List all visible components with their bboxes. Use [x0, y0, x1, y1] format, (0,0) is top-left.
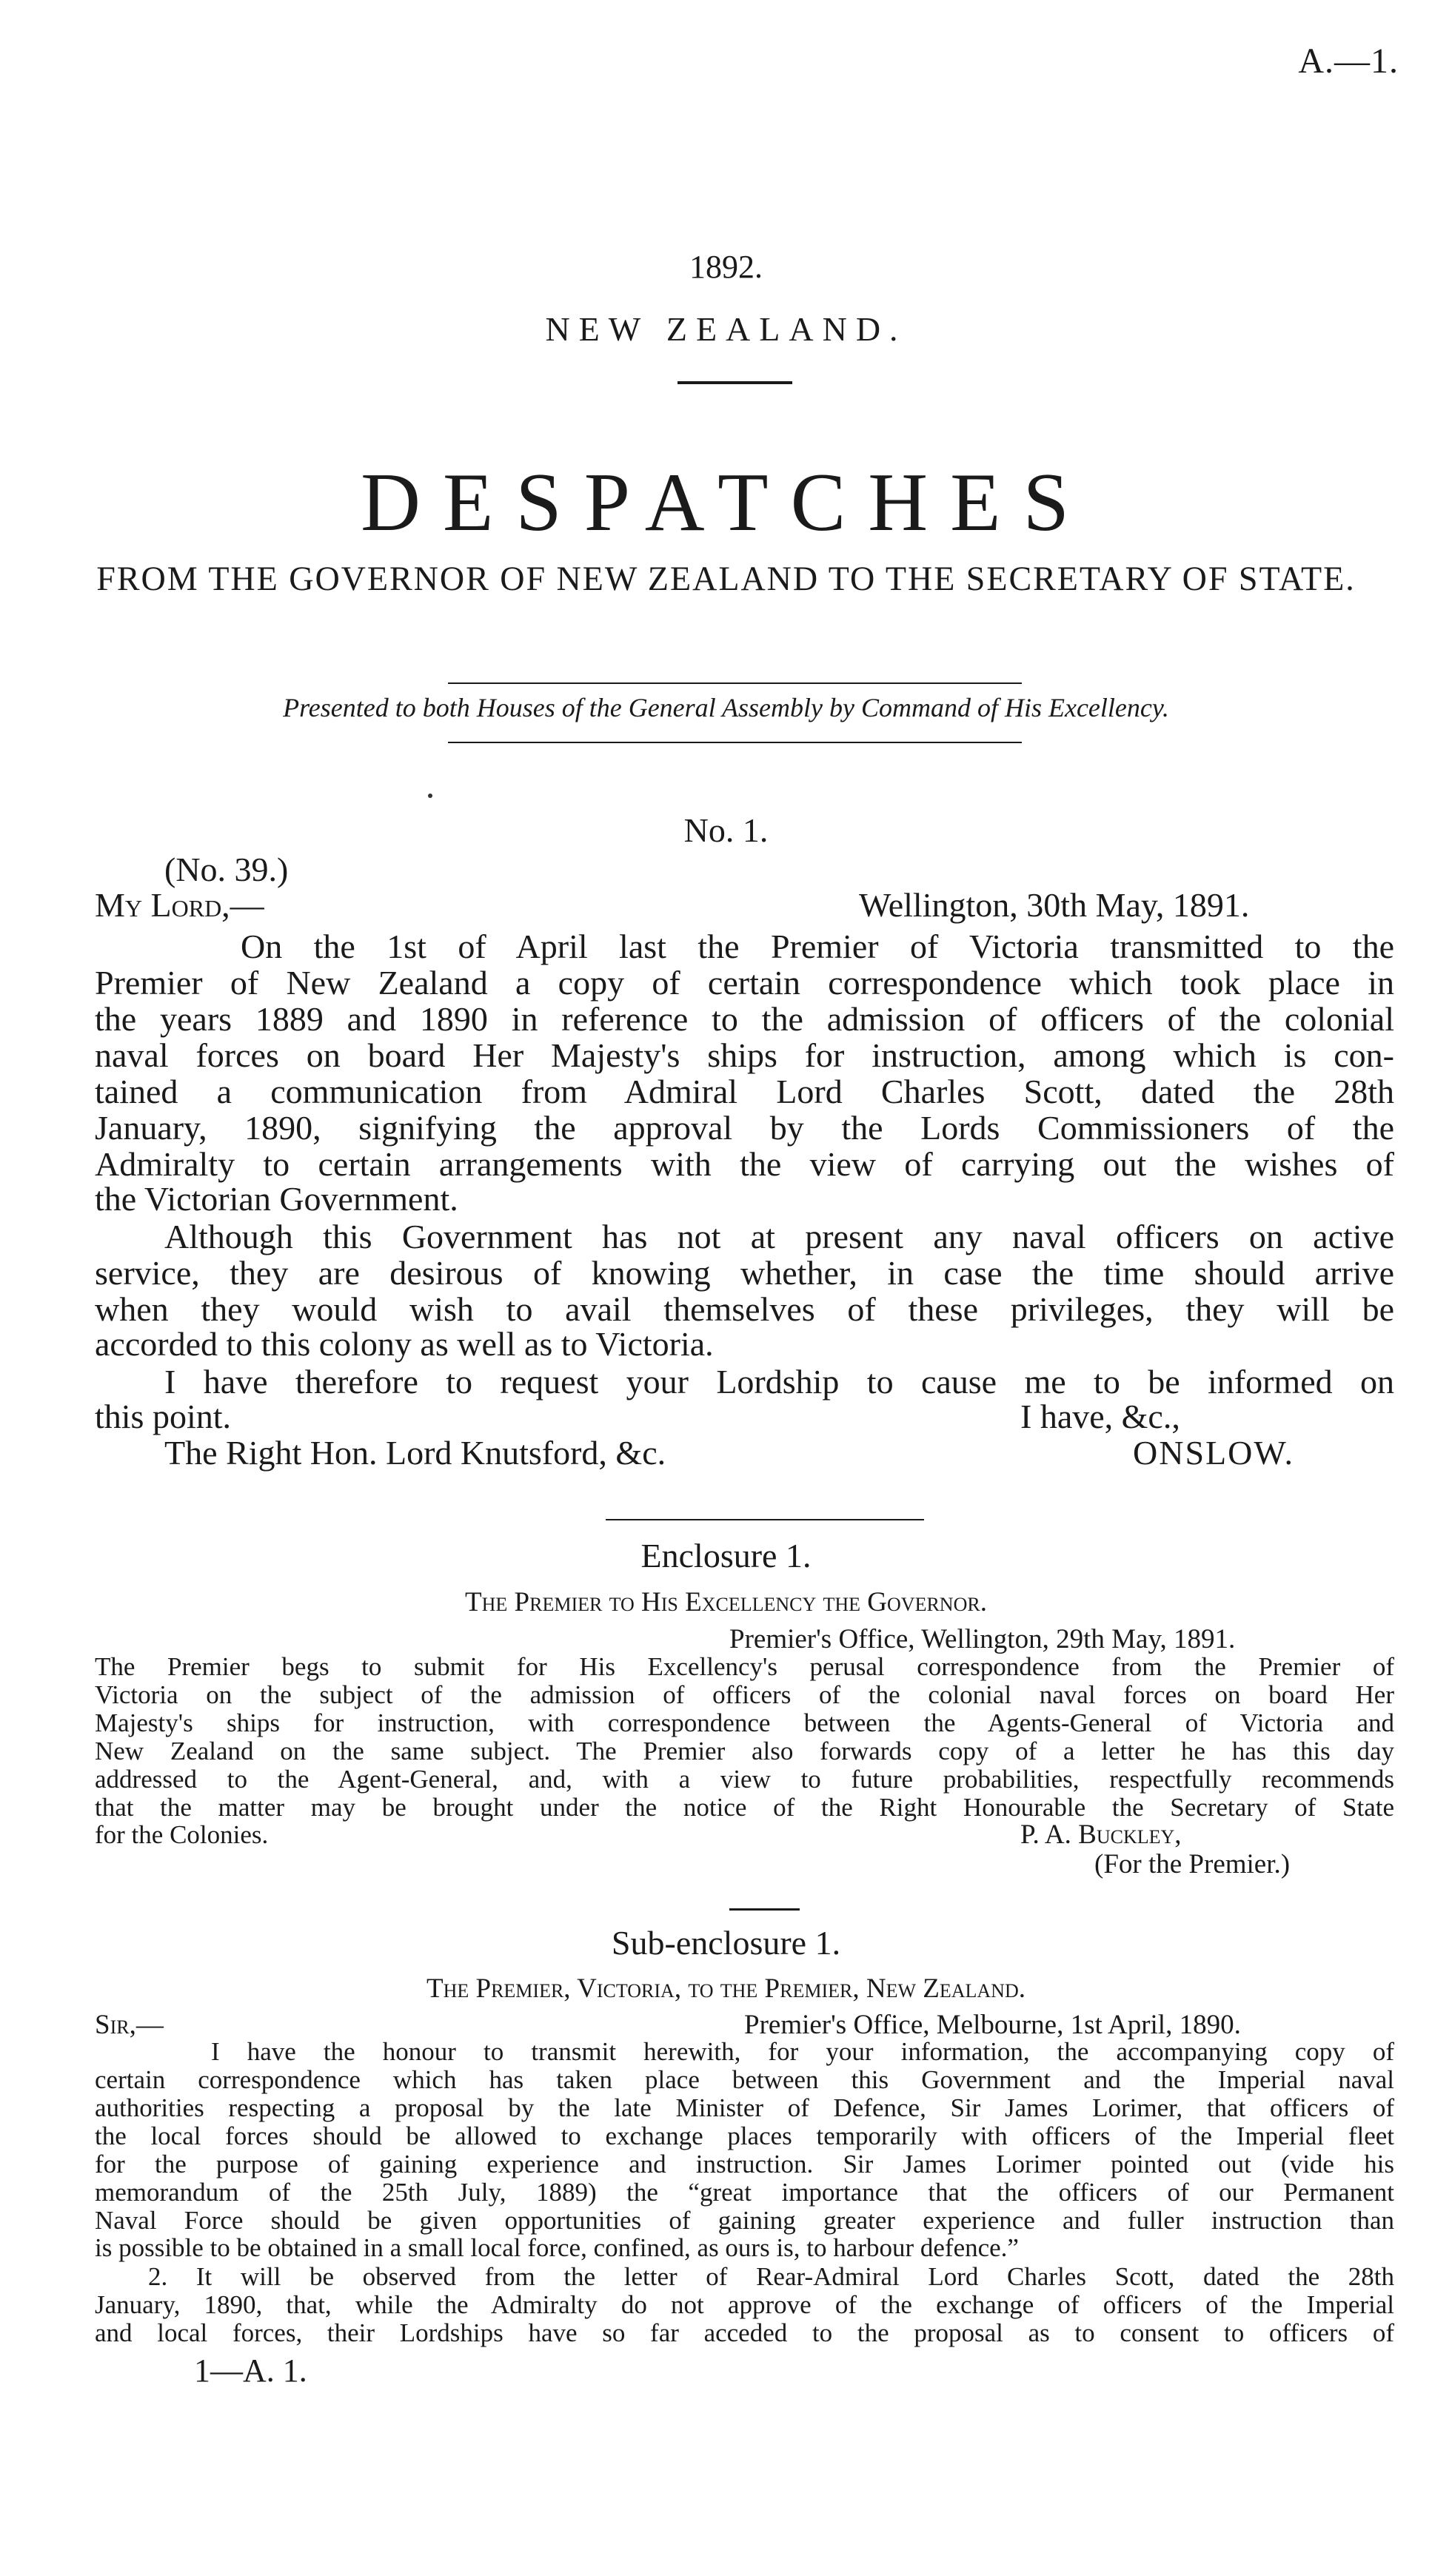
subenclosure-heading: Sub-enclosure 1. — [611, 1924, 841, 1962]
subenclosure-para2-line: and local forces, their Lordships have so far acceded to the proposal as to consent to officers of — [95, 2318, 1394, 2347]
subenclosure-body-line: I have the honour to transmit herewith, for your information, the accompanying copy of — [211, 2037, 1394, 2066]
subenclosure-place-date: Premier's Office, Melbourne, 1st April, 1890. — [744, 2010, 1241, 2040]
despatch-para1-line: the years 1889 and 1890 in reference to the admission of officers of the colonial — [95, 1000, 1394, 1038]
subenclosure-last-line: is possible to be obtained in a small local force, confined, as ours is, to harbour defence.” — [95, 2233, 1019, 2262]
subenclosure-body-line: certain correspondence which has taken place between this Government and the Imperial naval — [95, 2065, 1394, 2094]
enclosure-signer: P. A. Buckley, — [1020, 1819, 1182, 1850]
despatch-para2-line: when they would wish to avail themselves of these privileges, they will be — [95, 1290, 1394, 1328]
despatch-para1-line: January, 1890, signifying the approval by the Lords Commissioners of the — [95, 1109, 1394, 1147]
document-subtitle: FROM THE GOVERNOR OF NEW ZEALAND TO THE SECRETARY OF STATE. — [96, 560, 1356, 598]
enclosure-route: The Premier to His Excellency the Governor. — [465, 1587, 987, 1617]
enclosure-heading: Enclosure 1. — [640, 1537, 812, 1574]
despatch-closing: I have, &c., — [1020, 1398, 1180, 1435]
despatch-para2-line: service, they are desirous of knowing whether, in case the time should arrive — [95, 1254, 1394, 1292]
enclosure-place-date: Premier's Office, Wellington, 29th May, 1891. — [729, 1624, 1236, 1654]
document-title: DESPATCHES — [361, 457, 1091, 549]
despatch-para1-line: Premier of New Zealand a copy of certain correspondence which took place in — [95, 964, 1394, 1002]
despatch-para2-line: Although this Government has not at present any naval officers on active — [164, 1218, 1394, 1255]
subenclosure-body-line: authorities respecting a proposal by the late Minister of Defence, Sir James Lorimer, that officers of — [95, 2093, 1394, 2122]
subenclosure-body-line: Naval Force should be given opportunities of gaining greater experience and fuller instruction than — [95, 2206, 1394, 2235]
despatch-para1-line: Admiralty to certain arrangements with the view of carrying out the wishes of — [95, 1145, 1394, 1183]
despatch-para1-last: the Victorian Government. — [95, 1180, 458, 1218]
subenclosure-body-line: for the purpose of gaining experience and instruction. Sir James Lorimer pointed out (vide his — [95, 2150, 1394, 2178]
subenclosure-para2-line: 2. It will be observed from the letter of Rear-Admiral Lord Charles Scott, dated the 28th — [148, 2262, 1394, 2291]
page-reference: A.—1. — [1298, 41, 1399, 81]
subenclosure-salutation: Sir,— — [95, 2010, 164, 2040]
subsection-rule — [729, 1908, 800, 1911]
header-rule — [678, 381, 792, 384]
despatch-para1-line: tained a communication from Admiral Lord Charles Scott, dated the 28th — [95, 1073, 1394, 1110]
despatch-para3-last: this point. — [95, 1398, 232, 1435]
enclosure-body-line: New Zealand on the same subject. The Premier also forwards copy of a letter he has this day — [95, 1737, 1394, 1765]
salutation-text: My Lord,— — [95, 886, 264, 924]
signature-mark: 1—A. 1. — [194, 2352, 307, 2389]
subenclosure-body-line: memorandum of the 25th July, 1889) the “great importance that the officers of our Permanent — [95, 2178, 1394, 2207]
subenclosure-route: The Premier, Victoria, to the Premier, New Zealand. — [426, 1973, 1026, 2004]
enclosure-last-line: for the Colonies. — [95, 1820, 269, 1849]
country-heading: NEW ZEALAND. — [545, 310, 907, 348]
enclosure-body-line: Majesty's ships for instruction, with correspondence between the Agents-General of Victoria and — [95, 1708, 1394, 1737]
print-speck — [428, 794, 432, 798]
presented-note: Presented to both Houses of the General Assembly by Command of His Excellency. — [283, 693, 1169, 722]
presented-rule-top — [448, 682, 1022, 684]
despatch-signature: ONSLOW. — [1133, 1434, 1295, 1472]
enclosure-body-line: Victoria on the subject of the admission of officers of the colonial naval forces on board Her — [95, 1680, 1394, 1709]
despatch-para3-line: I have therefore to request your Lordship to cause me to be informed on — [164, 1363, 1394, 1401]
despatch-place-date: Wellington, 30th May, 1891. — [859, 886, 1250, 924]
despatch-para1-line: naval forces on board Her Majesty's ships for instruction, among which is con- — [95, 1036, 1394, 1074]
despatch-salutation — [95, 887, 264, 923]
despatch-number: (No. 39.) — [164, 851, 289, 888]
subenclosure-para2-line: January, 1890, that, while the Admiralty do not approve of the exchange of officers of the Imperial — [95, 2290, 1394, 2319]
enclosure-signer-note: (For the Premier.) — [1094, 1849, 1291, 1879]
enclosure-body-line: The Premier begs to submit for His Excellency's perusal correspondence from the Premier of — [95, 1652, 1394, 1681]
despatch-para1-line: On the 1st of April last the Premier of Victoria transmitted to the — [241, 928, 1394, 965]
presented-rule-bottom — [448, 742, 1022, 743]
enclosure-body-line: that the matter may be brought under the notice of the Right Honourable the Secretary of State — [95, 1793, 1394, 1822]
despatch-addressee: The Right Hon. Lord Knutsford, &c. — [164, 1434, 666, 1472]
document-year: 1892. — [689, 249, 763, 285]
despatch-para2-last: accorded to this colony as well as to Victoria. — [95, 1325, 714, 1363]
enclosure-body-line: addressed to the Agent-General, and, with a view to future probabilities, respectfully recommends — [95, 1765, 1394, 1794]
section-rule — [606, 1519, 924, 1520]
subenclosure-body-line: the local forces should be allowed to exchange places temporarily with officers of the Imperial fleet — [95, 2121, 1394, 2150]
despatch-heading: No. 1. — [683, 811, 769, 849]
